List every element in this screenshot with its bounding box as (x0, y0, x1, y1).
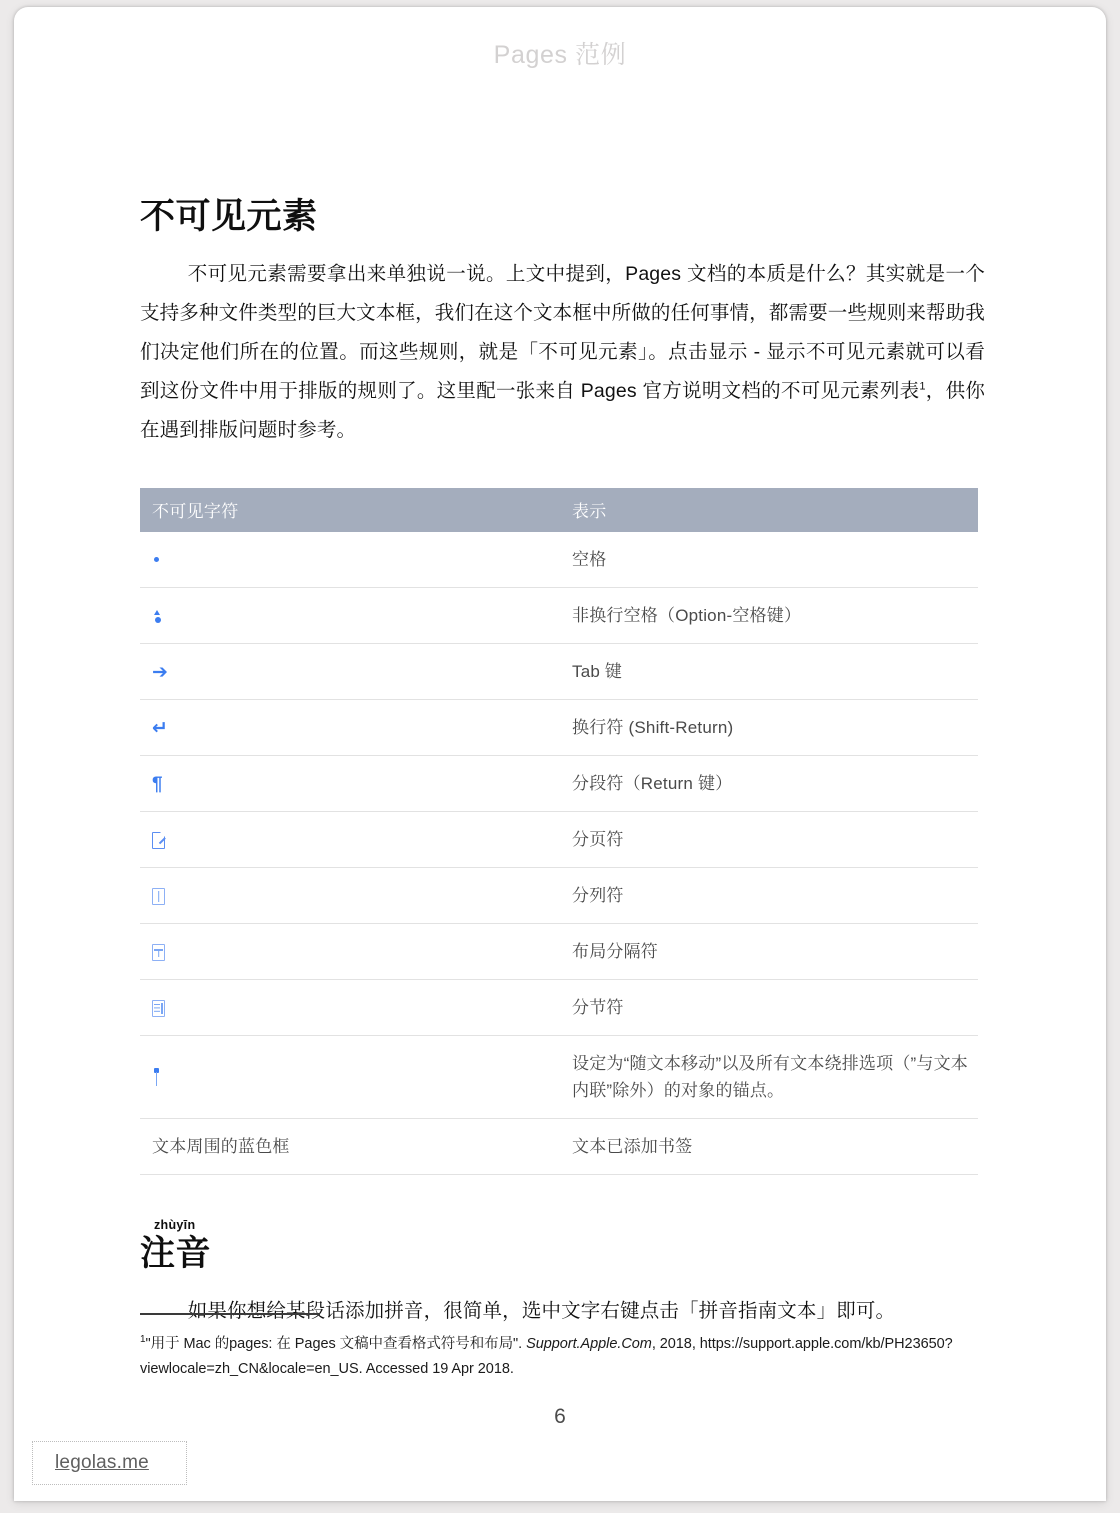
table-body (140, 532, 978, 1175)
page-number: 6 (554, 1405, 566, 1428)
bookmark-blue-box-label: 文本周围的蓝色框 (140, 1119, 560, 1175)
column-break-icon (140, 868, 560, 924)
symbol-description: 设定为“随文本移动”以及所有文本绕排选项（”与文本内联”除外）的对象的锚点。 (560, 1036, 978, 1119)
table-row (140, 1119, 978, 1175)
space-dot-icon (140, 532, 560, 588)
zhuyin-paragraph: 如果你想给某段话添加拼音，很简单，选中文字右键点击「拼音指南文本」即可。 (187, 1300, 896, 1323)
footnote-citation-title: "用于 Mac 的pages: 在 Pages 文稿中查看格式符号和布局". (145, 1336, 527, 1352)
footnote-reference-marker[interactable]: 1 (919, 380, 926, 393)
intro-paragraph-text: 不可见元素需要拿出来单独说一说。上文中提到，Pages 文档的本质是什么？其实就是一个支持多种文件类型的巨大文本框，我们在这个文本框中所做的任何事情，都需要一些规则来帮助我们决定他们所在的位置。而这些规则，就是「不可见元素」。点击显示 - 显示不可见元素就可以看到这份文件中用于排版的规则了。这里配一张来自 Pages 官方说明文档的不可见元素列表 (140, 263, 985, 403)
symbol-description: 分节符 (560, 980, 978, 1036)
table-row (140, 588, 978, 644)
table-row (140, 756, 978, 812)
space-dot-icon (154, 557, 159, 562)
symbol-description: Tab 键 (560, 644, 978, 700)
column-break-icon (152, 888, 165, 905)
footnote-separator-rule (140, 1313, 320, 1315)
table-row (140, 1036, 978, 1119)
footer-site-link[interactable]: legolas.me (55, 1452, 149, 1473)
ruby-annotation-text: zhùyīn (154, 1218, 196, 1233)
page-break-icon (152, 832, 165, 849)
tab-arrow-icon (140, 644, 560, 700)
running-header: Pages 范例 (493, 41, 627, 69)
section-break-icon (140, 980, 560, 1036)
table-row (140, 532, 978, 588)
symbol-description: 非换行空格（Option-空格键） (560, 588, 978, 644)
footer-text-box[interactable] (32, 1441, 187, 1485)
layout-break-icon (152, 944, 165, 961)
table-row (140, 644, 978, 700)
column-header-symbol: 不可见字符 (140, 488, 560, 532)
intro-paragraph (140, 255, 985, 450)
footnote-number: 1 (140, 1334, 146, 1346)
symbol-description: 空格 (560, 532, 978, 588)
table-header-row (140, 488, 978, 532)
symbol-description: 分段符（Return 键） (560, 756, 978, 812)
footnote-source-name: Support.Apple.Com (526, 1336, 652, 1352)
section-break-icon (152, 1000, 165, 1017)
table-row (140, 812, 978, 868)
page-content (140, 197, 985, 1331)
footnote-citation-url: , 2018, https://support.apple.com/kb/PH23650?viewlocale=zh_CN&locale=en_US. Accessed 19 Apr 2018. (140, 1336, 953, 1377)
symbol-description: 布局分隔符 (560, 924, 978, 980)
table-row (140, 700, 978, 756)
pilcrow-icon (140, 756, 560, 812)
zhuyin-section-title: 注音 (140, 1234, 212, 1273)
non-breaking-space-icon (153, 610, 162, 624)
symbol-description: 分页符 (560, 812, 978, 868)
pilcrow-icon: ¶ (152, 774, 163, 796)
page-title: 不可见元素 (140, 197, 318, 236)
page-break-icon (140, 812, 560, 868)
layout-break-icon (140, 924, 560, 980)
anchor-icon (152, 1068, 161, 1088)
non-breaking-space-icon (140, 588, 560, 644)
line-break-arrow-icon (140, 700, 560, 756)
footnote-text (140, 1332, 985, 1382)
footnote-area (140, 1313, 985, 1382)
column-header-meaning: 表示 (560, 488, 978, 532)
invisible-characters-table (140, 488, 978, 1175)
zhuyin-heading-block (140, 1219, 985, 1274)
intro-paragraph-tail: ，供你在遇到排版问题时参考。 (140, 380, 986, 442)
page-sheet (14, 7, 1106, 1501)
line-break-arrow-icon: ↵ (152, 718, 169, 740)
symbol-description: 分列符 (560, 868, 978, 924)
table-row (140, 868, 978, 924)
table-row (140, 924, 978, 980)
symbol-description: 换行符 (Shift-Return) (560, 700, 978, 756)
table-row (140, 980, 978, 1036)
symbol-description: 文本已添加书签 (560, 1119, 978, 1175)
anchor-icon (140, 1036, 560, 1119)
tab-arrow-icon: ➔ (152, 662, 169, 684)
